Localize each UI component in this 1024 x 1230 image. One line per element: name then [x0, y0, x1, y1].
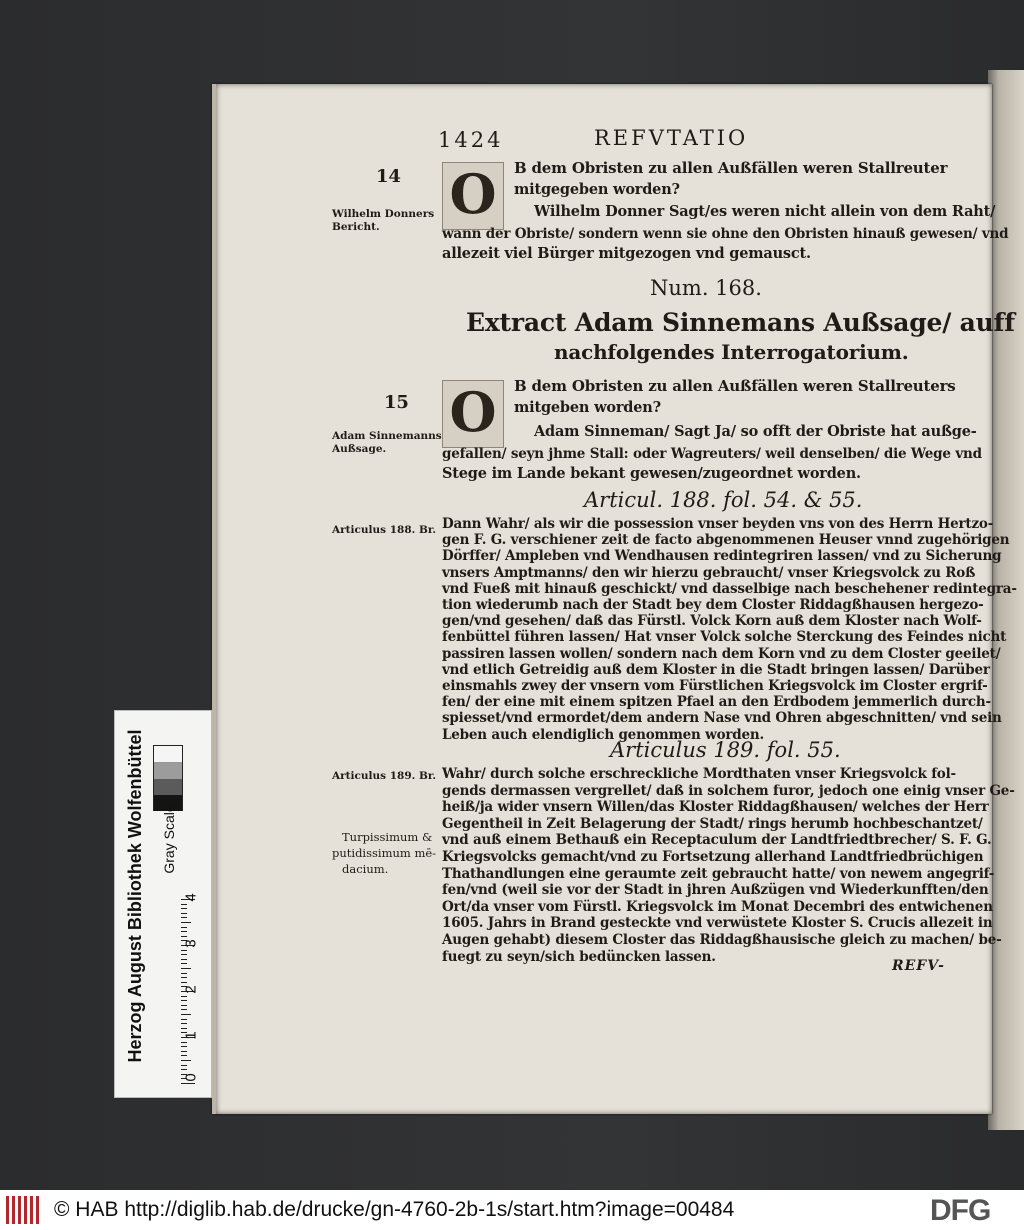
ruler-tick	[181, 996, 187, 997]
text-line: spiesset/vnd ermordet/dem andern Nase vnd Ohren abgeschnitten/ vnd sein	[442, 710, 1002, 727]
ruler-tick	[181, 963, 187, 964]
text-line: vnsers Amptmanns/ den wir hierzu gebraucht/ vnser Kriegsvolck zu Roß	[442, 564, 976, 581]
text-line: Dörffer/ Ampleben vnd Wendhausen redintegriren lassen/ vnd zu Sicherung	[442, 548, 1002, 565]
ruler-tick	[181, 1042, 187, 1043]
article-heading: Articulus 189. fol. 55.	[610, 738, 841, 762]
text-line: tion wiederumb nach der Stadt bey dem Closter Riddagßhausen hergezo-	[442, 597, 984, 613]
ruler-tick	[181, 1000, 187, 1001]
decorated-initial: O	[442, 162, 504, 230]
text-line: fen/ der eine mit einem spitzen Pfael an den Erdbodem jemmerlich durch-	[442, 694, 991, 711]
ruler-tick	[181, 1023, 187, 1024]
ruler-tick	[181, 1055, 187, 1056]
gray-scale-label: Gray Scale	[161, 804, 177, 874]
margin-note: Articulus 188. Br.	[332, 524, 437, 536]
margin-note: Bericht.	[332, 221, 380, 233]
copyright-link[interactable]: © HAB http://diglib.hab.de/drucke/gn-4760-2b-1s/start.htm?image=00484	[54, 1198, 735, 1221]
scale-number: 1	[182, 1031, 200, 1040]
margin-note: dacium.	[342, 862, 389, 876]
margin-note: Turpissimum &	[342, 830, 433, 844]
library-name: Herzog August Bibliothek Wolfenbüttel	[125, 729, 145, 1063]
text-line: Dann Wahr/ als wir die possession vnser beyden vns von des Herrn Hertzo-	[442, 516, 994, 532]
ruler-tick	[181, 931, 187, 932]
text-line: gen F. G. verschiener zeit de facto abgenommenen Heuser vnnd zugehörigen	[442, 532, 1010, 549]
gray-scale-card	[114, 710, 212, 1098]
ruler-tick	[181, 1083, 195, 1084]
ruler-tick	[181, 950, 187, 951]
scale-number: 0	[182, 1073, 200, 1082]
text-line: vnd etlich Getreidig auß dem Kloster in die Stadt bringen lassen/ Darüber	[442, 661, 990, 678]
ruler-tick	[181, 1028, 187, 1029]
ruler-tick	[181, 927, 187, 928]
scale-number: 3	[182, 939, 200, 948]
margin-note: Adam Sinnemanns	[332, 430, 442, 442]
text-line: gends dermassen vergrellet/ daß in solchem furor, jedoch one einig vnser Ge-	[442, 782, 1015, 799]
margin-note: Articulus 189. Br.	[332, 770, 437, 782]
text-line: 1605. Jahrs in Brand gesteckte vnd verwüstete Kloster S. Crucis allezeit in	[442, 915, 993, 932]
text-line: fenbüttel führen lassen/ Hat vnser Volck solche Sterckung des Feindes nicht	[442, 629, 1007, 646]
margin-note: Außsage.	[332, 443, 387, 455]
scale-number: 2	[182, 985, 200, 994]
library-barcode-icon	[6, 1196, 46, 1224]
ruler-tick	[181, 1046, 187, 1047]
ruler-tick	[181, 973, 187, 974]
text-line: heiß/ja wider vnsern Willen/das Kloster Riddagßhausen/ welches der Herr	[442, 799, 989, 816]
text-line: mitgeben worden?	[514, 399, 661, 416]
ruler-tick	[181, 922, 191, 923]
ruler-tick	[181, 959, 187, 960]
text-line: Stege im Lande bekant gewesen/zugeordnet worden.	[442, 465, 861, 482]
running-title: REFVTATIO	[594, 126, 749, 150]
text-line: fuegt zu seyn/sich bedüncken lassen.	[442, 948, 716, 965]
text-line: fen/vnd (weil sie vor der Stadt in jhren Außzügen vnd Wiederkunfften/den	[442, 882, 989, 899]
num-heading: Num. 168.	[650, 276, 762, 300]
text-line: Wahr/ durch solche erschreckliche Mordthaten vnser Kriegsvolck fol-	[442, 766, 956, 782]
ruler-tick	[181, 982, 187, 983]
text-line: wann der Obriste/ sondern wenn sie ohne den Obristen hinauß gewesen/ vnd	[442, 226, 1009, 242]
text-line: Wilhelm Donner Sagt/es weren nicht allein von dem Raht/	[534, 203, 996, 220]
ruler-tick	[181, 908, 187, 909]
text-line: Kriegsvolcks gemacht/vnd zu Fortsetzung allerhand Landtfriedbrüchigen	[442, 849, 984, 865]
ruler-tick	[181, 1069, 187, 1070]
text-line: einsmahls zwey der vnsern vom Fürstlichen Kriegsvolck im Closter ergrif-	[442, 678, 988, 694]
text-line: mitgegeben worden?	[514, 181, 680, 198]
ruler-tick	[181, 1065, 187, 1066]
text-line: Ort/da vnser vom Fürstl. Kriegsvolck im Monat Decembri des entwichenen	[442, 898, 993, 915]
dfg-logo: DFG	[930, 1194, 991, 1227]
margin-note: putidissimum mē-	[332, 846, 437, 860]
ruler-tick	[181, 913, 187, 914]
scale-number: 4	[182, 893, 200, 902]
ruler-tick	[181, 1060, 191, 1061]
margin-note: Wilhelm Donners	[332, 208, 435, 220]
extract-heading: Extract Adam Sinnemans Außsage/ auff	[466, 308, 1015, 337]
page-number: 1424	[438, 128, 504, 152]
section-number: 14	[376, 166, 401, 187]
ruler-tick	[181, 1005, 187, 1006]
document-page	[212, 84, 1017, 1114]
text-line: Augen gehabt) diesem Closter das Riddagßhausische gleich zu machen/ be-	[442, 932, 1002, 948]
ruler-tick	[181, 904, 187, 905]
text-line: vnd auß einem Bethauß ein Receptaculum der Landtfriedtbrecher/ S. F. G.	[442, 832, 992, 849]
extract-heading: nachfolgendes Interrogatorium.	[554, 340, 909, 364]
text-line: allezeit viel Bürger mitgezogen vnd gemausct.	[442, 245, 811, 262]
text-line: B dem Obristen zu allen Außfällen weren Stallreuters	[514, 377, 956, 395]
text-line: Leben auch elendiglich genommen worden.	[442, 726, 765, 743]
ruler-tick	[181, 1014, 191, 1015]
ruler-tick	[181, 968, 191, 969]
text-line: gefallen/ seyn jhme Stall: oder Wagreuters/ weil denselben/ die Wege vnd	[442, 446, 982, 462]
ruler-tick	[181, 977, 187, 978]
ruler-tick	[181, 917, 187, 918]
text-line: Gegentheil in Zeit Belagerung der Stadt/ rings herumb hochbeschantzet/	[442, 815, 983, 832]
ruler-tick	[181, 1009, 187, 1010]
catchword: REFV-	[892, 958, 945, 974]
text-line: passiren lassen wollen/ sondern nach dem Korn vnd zu dem Closter geeilet/	[442, 645, 1001, 662]
ruler-tick	[181, 936, 187, 937]
text-line: vnd Fueß mit hinauß geschickt/ vnd dasselbige nach beschehener redintegra-	[442, 580, 1017, 597]
ruler-tick	[181, 1019, 187, 1020]
ruler-tick	[181, 954, 187, 955]
text-line: gen/vnd gesehen/ daß das Fürstl. Volck Korn auß dem Kloster nach Wolf-	[442, 613, 982, 630]
text-line: B dem Obristen zu allen Außfällen weren Stallreuter	[514, 159, 948, 177]
decorated-initial: O	[442, 380, 504, 448]
text-line: Adam Sinneman/ Sagt Ja/ so offt der Obriste hat außge-	[534, 423, 977, 440]
article-heading: Articul. 188. fol. 54. & 55.	[584, 488, 863, 512]
text-line: Thathandlungen eine geraumte zeit gebraucht hatte/ von newem angegrif-	[442, 865, 995, 882]
section-number: 15	[384, 392, 409, 413]
ruler-tick	[181, 1051, 187, 1052]
viewer-footer	[0, 1190, 1024, 1230]
